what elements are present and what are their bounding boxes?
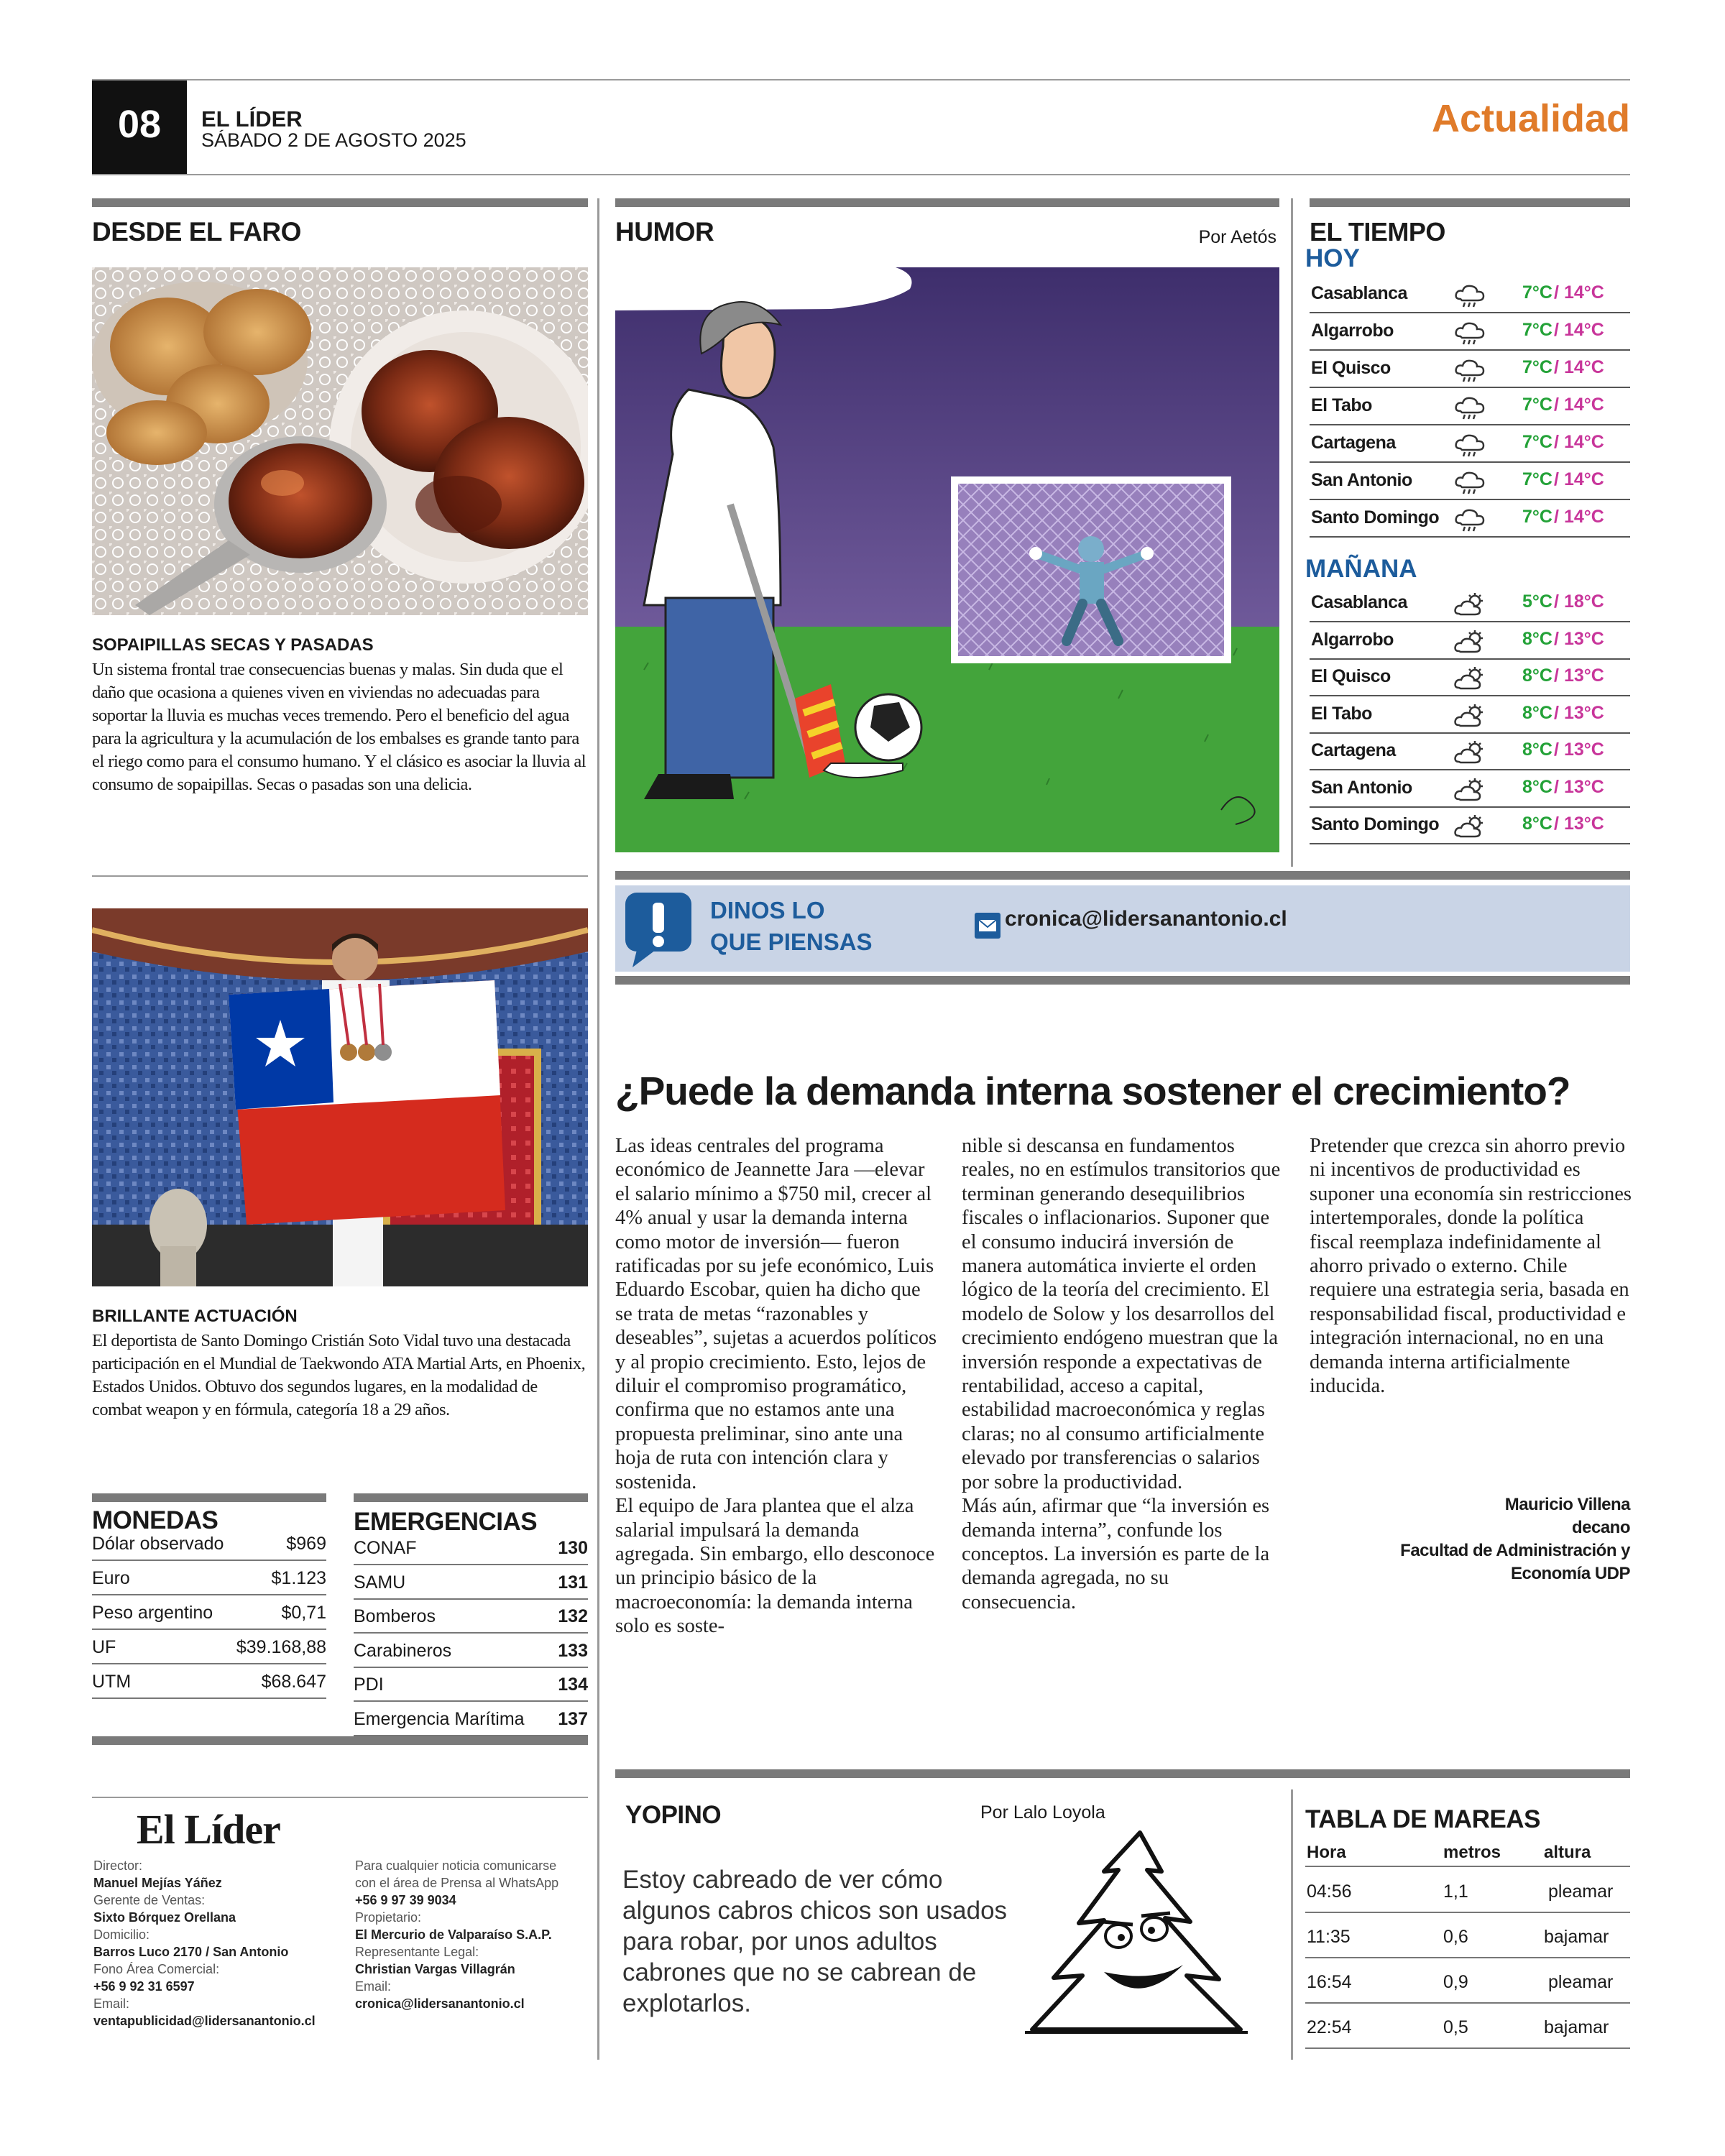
tide-meters: 0,6: [1443, 1927, 1468, 1947]
yopino-text: Estoy cabreado de ver cómo algunos cabros chicos son usados para robar, por unos adultos cabrones que no se cabrean de explotarlos.: [622, 1866, 1008, 2017]
article-author-org2: Economía UDP: [1510, 1564, 1630, 1583]
rain-cloud-icon: [1453, 470, 1486, 496]
tide-type: bajamar: [1544, 2017, 1609, 2037]
masthead-field-value: Christian Vargas Villagrán: [355, 1962, 515, 1976]
email-icon: [975, 913, 1000, 939]
weather-min-temp: 7°C: [1522, 282, 1552, 303]
weather-row: [1310, 466, 1630, 500]
masthead-field-value: +56 9 92 31 6597: [93, 1979, 195, 1994]
weather-row: [1310, 810, 1630, 844]
weather-max-temp: 13°C: [1564, 776, 1604, 797]
article-headline: ¿Puede la demanda interna sostener el crecimiento?: [615, 1069, 1570, 1113]
masthead-field-label: Propietario:: [355, 1910, 422, 1925]
faro-top-bar: [92, 198, 588, 207]
weather-min-temp: 7°C: [1522, 320, 1552, 340]
rain-cloud-icon: [1453, 507, 1486, 533]
column-divider-left: [597, 198, 599, 2060]
weather-separator: /: [1554, 702, 1559, 723]
tiempo-title: EL TIEMPO: [1310, 217, 1445, 247]
masthead-field-label: Director:: [93, 1858, 143, 1873]
weather-separator: /: [1554, 591, 1559, 612]
article-col2-para2: Más aún, afirmar que “la inversión es demanda interna”, confunde los conceptos. La inversión es parte de la demanda agregada, no su consecuencia.: [962, 1495, 1270, 1613]
weather-row: [1310, 588, 1630, 622]
article-col1-para2: El equipo de Jara plantea que el alza salarial impulsará la demanda agregada. Sin embargo, ello desconoce un principio básico de la macroeconomía: la demanda interna solo es soste-: [615, 1495, 935, 1638]
weather-separator: /: [1554, 469, 1559, 489]
weather-separator: /: [1554, 320, 1559, 340]
weather-row: [1310, 662, 1630, 696]
emergency-label: Carabineros: [354, 1640, 452, 1661]
rain-cloud-icon: [1453, 321, 1486, 346]
rain-cloud-icon: [1453, 433, 1486, 459]
emergency-row: [354, 1634, 588, 1668]
weather-row: [1310, 625, 1630, 660]
column-divider-weather: [1291, 198, 1293, 867]
emergency-label: Bomberos: [354, 1606, 436, 1626]
masthead-field-value: ventapublicidad@lidersanantonio.cl: [93, 2014, 316, 2028]
weather-city: Cartagena: [1311, 740, 1396, 760]
rain-cloud-icon: [1453, 283, 1486, 309]
dinos-speech-icon: [622, 890, 694, 969]
faro-bottom-rule: [92, 875, 588, 877]
tide-hour: 04:56: [1307, 1881, 1352, 1902]
mareas-title: TABLA DE MAREAS: [1305, 1805, 1540, 1833]
currency-row: [92, 1526, 326, 1561]
tide-meters: 0,5: [1443, 2017, 1468, 2037]
weather-min-temp: 5°C: [1522, 591, 1552, 612]
masthead-field-label: Domicilio:: [93, 1927, 150, 1942]
weather-separator: /: [1554, 740, 1559, 760]
masthead-whatsapp: +56 9 97 39 9034: [355, 1893, 456, 1907]
masthead-field-value: cronica@lidersanantonio.cl: [355, 1996, 525, 2011]
newspaper-name: EL LÍDER: [201, 106, 303, 132]
weather-max-temp: 13°C: [1564, 740, 1604, 760]
tiempo-top-bar: [1310, 198, 1630, 207]
emergencias-title: EMERGENCIAS: [354, 1508, 538, 1536]
tide-row: [1305, 2004, 1630, 2049]
brillante-caption-title: BRILLANTE ACTUACIÓN: [92, 1307, 298, 1326]
tide-hour: 16:54: [1307, 1972, 1352, 1992]
masthead-top-rule: [92, 1797, 588, 1798]
currency-value: $68.647: [261, 1672, 326, 1692]
weather-city: Casablanca: [1311, 283, 1407, 303]
partly-cloudy-icon: [1453, 778, 1486, 803]
tide-row: [1305, 1914, 1630, 1958]
partly-cloudy-icon: [1453, 630, 1486, 655]
weather-max-temp: 13°C: [1564, 702, 1604, 723]
emergency-number: 132: [558, 1606, 588, 1626]
weather-separator: /: [1554, 432, 1559, 452]
yopino-byline: Por Lalo Loyola: [980, 1802, 1105, 1823]
faro-caption: [92, 635, 588, 796]
weather-min-temp: 8°C: [1522, 776, 1552, 797]
page-number-box: [92, 80, 187, 174]
faro-caption-text: Un sistema frontal trae consecuencias buenas y malas. Sin duda que el daño que ocasiona a quienes viven en viviendas no adecuadas para soportar la lluvia es muchas veces tremendo. Pero el beneficio del agua para la agricultura y la acumulación de los embalses es grande tanto para el riego como para el consumo humano. Y el clásico es asociar la lluvia al consumo de sopaipillas. Secas o pasadas son una delicia.: [92, 660, 586, 794]
tiempo-tomorrow-label: MAÑANA: [1305, 555, 1417, 583]
dinos-bottom-bar: [615, 976, 1630, 985]
emergency-number: 131: [558, 1572, 588, 1593]
header-bottom-rule: [92, 174, 1630, 175]
currency-label: Peso argentino: [92, 1603, 213, 1623]
tide-type: pleamar: [1548, 1972, 1614, 1992]
faro-caption-title: SOPAIPILLAS SECAS Y PASADAS: [92, 635, 374, 655]
emergency-row: [354, 1531, 588, 1565]
masthead-field-value: Sixto Bórquez Orellana: [93, 1910, 236, 1925]
currency-label: Euro: [92, 1568, 130, 1588]
dinos-banner: [615, 885, 1630, 972]
weather-row: [1310, 773, 1630, 808]
weather-separator: /: [1554, 814, 1559, 834]
emergency-row: [354, 1599, 588, 1634]
tide-type: pleamar: [1548, 1881, 1614, 1902]
athlete-flag-photo: [92, 908, 588, 1286]
masthead-field-value: Manuel Mejías Yáñez: [93, 1876, 222, 1890]
weather-min-temp: 7°C: [1522, 507, 1552, 527]
weather-min-temp: 7°C: [1522, 469, 1552, 489]
weather-min-temp: 7°C: [1522, 357, 1552, 377]
weather-city: Santo Domingo: [1311, 814, 1440, 834]
weather-city: El Tabo: [1311, 395, 1372, 415]
weather-min-temp: 7°C: [1522, 395, 1552, 415]
masthead-field-label: Fono Área Comercial:: [93, 1962, 220, 1976]
faro-title: DESDE EL FARO: [92, 217, 301, 247]
emergency-number: 134: [558, 1674, 588, 1695]
emergencias-top-bar: [354, 1493, 588, 1502]
mareas-header-hora: Hora: [1307, 1843, 1346, 1862]
weather-max-temp: 14°C: [1564, 357, 1604, 377]
yopino-top-bar: [615, 1769, 1630, 1778]
currency-label: UF: [92, 1637, 116, 1657]
rain-cloud-icon: [1453, 358, 1486, 384]
header-top-rule: [92, 79, 1630, 80]
currency-row: [92, 1561, 326, 1595]
emergency-label: CONAF: [354, 1538, 417, 1558]
issue-date: SÁBADO 2 DE AGOSTO 2025: [201, 129, 466, 151]
emergency-number: 130: [558, 1538, 588, 1558]
page-number: 08: [117, 103, 162, 146]
emergency-row: [354, 1702, 588, 1736]
weather-max-temp: 13°C: [1564, 628, 1604, 649]
weather-max-temp: 13°C: [1564, 814, 1604, 834]
article-column-3: [1310, 1134, 1633, 1398]
mareas-header-metros: metros: [1443, 1843, 1501, 1862]
weather-separator: /: [1554, 395, 1559, 415]
tide-meters: 0,9: [1443, 1972, 1468, 1992]
dinos-email-link[interactable]: cronica@lidersanantonio.cl: [1005, 907, 1287, 931]
weather-min-temp: 8°C: [1522, 702, 1552, 723]
masthead-logo: El Líder: [137, 1806, 280, 1853]
tide-type: bajamar: [1544, 1927, 1609, 1947]
tables-bottom-bar: [92, 1736, 588, 1745]
sopaipillas-photo: [92, 267, 588, 615]
weather-separator: /: [1554, 665, 1559, 686]
tide-row: [1305, 1869, 1630, 1913]
currency-label: Dólar observado: [92, 1534, 224, 1554]
pine-tree-cartoon: [1011, 1828, 1258, 2044]
weather-row: [1310, 736, 1630, 770]
masthead-left: [93, 1857, 338, 2030]
weather-max-temp: 14°C: [1564, 469, 1604, 489]
tide-row: [1305, 1959, 1630, 2004]
article-author: Mauricio Villena: [1504, 1495, 1630, 1514]
weather-min-temp: 7°C: [1522, 432, 1552, 452]
currency-row: [92, 1630, 326, 1664]
weather-city: El Quisco: [1311, 358, 1391, 378]
article-column-2: [962, 1134, 1285, 1614]
weather-city: El Quisco: [1311, 666, 1391, 686]
weather-city: El Tabo: [1311, 703, 1372, 724]
weather-max-temp: 14°C: [1564, 432, 1604, 452]
emergency-number: 137: [558, 1708, 588, 1729]
masthead-intro-line1: Para cualquier noticia comunicarse: [355, 1858, 557, 1873]
dinos-line2: QUE PIENSAS: [710, 929, 873, 955]
weather-max-temp: 14°C: [1564, 395, 1604, 415]
weather-row: [1310, 354, 1630, 388]
masthead-intro-line2: con el área de Prensa al WhatsApp: [355, 1876, 559, 1890]
monedas-title: MONEDAS: [92, 1506, 218, 1534]
weather-min-temp: 8°C: [1522, 814, 1552, 834]
masthead-right: [355, 1857, 592, 2012]
weather-max-temp: 14°C: [1564, 507, 1604, 527]
article-author-org1: Facultad de Administración y: [1400, 1541, 1630, 1560]
weather-row: [1310, 316, 1630, 351]
weather-row: [1310, 279, 1630, 313]
mareas-header-row: [1305, 1838, 1630, 1867]
weather-row: [1310, 428, 1630, 463]
humor-cartoon: [615, 267, 1279, 852]
weather-min-temp: 8°C: [1522, 665, 1552, 686]
partly-cloudy-icon: [1453, 592, 1486, 618]
masthead-field-label: Email:: [93, 1996, 130, 2011]
brillante-caption-text: El deportista de Santo Domingo Cristián Soto Vidal tuvo una destacada participación en el Mundial de Taekwondo ATA Martial Arts, en Phoenix, Estados Unidos. Obtuvo dos segundos lugares, en la modalidad de combat weapon y en fórmula, categoría 18 a 29 años.: [92, 1331, 586, 1419]
yopino-mareas-divider: [1291, 1789, 1293, 2060]
masthead-field-label: Gerente de Ventas:: [93, 1893, 206, 1907]
weather-city: Casablanca: [1311, 592, 1407, 612]
mareas-header-altura: altura: [1544, 1843, 1591, 1862]
weather-city: San Antonio: [1311, 470, 1412, 490]
weather-city: Algarrobo: [1311, 321, 1394, 341]
weather-row: [1310, 391, 1630, 425]
humor-title: HUMOR: [615, 217, 714, 247]
humor-byline: Por Aetós: [1198, 227, 1276, 247]
currency-label: UTM: [92, 1672, 132, 1692]
emergency-row: [354, 1565, 588, 1600]
article-col3-para1: Pretender que crezca sin ahorro previo ni incentivos de productividad es suponer una economía sin restricciones intertemporales, donde la política fiscal reemplaza indefinidamente al ahorro privado o externo. Chile requiere una estrategia seria, basada en responsabilidad fiscal, productividad e integración internacional, no en una demanda interna artificialmente inducida.: [1310, 1135, 1632, 1398]
article-col2-para1: nible si descansa en fundamentos reales, no en estímulos transitorios que terminan generando desequilibrios fiscales o inflacionarios. Suponer que el consumo inducirá inversión de manera automática invierte el orden lógico de la teoría del crecimiento. El modelo de Solow y los desarrollos del crecimiento endógeno muestran que la inversión responde a expectativas de rentabilidad, acceso a capital, estabilidad macroeconómica y reglas claras; no al consumo artificialmente elevado por transferencias o salarios por sobre la productividad.: [962, 1135, 1281, 1493]
masthead-field-value: El Mercurio de Valparaíso S.A.P.: [355, 1927, 552, 1942]
masthead-field-label: Representante Legal:: [355, 1945, 479, 1959]
weather-max-temp: 18°C: [1564, 591, 1604, 612]
rain-cloud-icon: [1453, 395, 1486, 421]
weather-separator: /: [1554, 282, 1559, 303]
monedas-top-bar: [92, 1493, 326, 1502]
tide-hour: 11:35: [1307, 1927, 1351, 1947]
weather-max-temp: 14°C: [1564, 320, 1604, 340]
currency-value: $0,71: [281, 1603, 326, 1623]
tide-hour: 22:54: [1307, 2017, 1352, 2037]
weather-row: [1310, 503, 1630, 538]
currency-row: [92, 1595, 326, 1630]
tide-meters: 1,1: [1443, 1881, 1468, 1902]
currency-value: $1.123: [271, 1568, 326, 1588]
masthead-field-label: Email:: [355, 1979, 392, 1994]
humor-top-bar: [615, 198, 1279, 207]
dinos-line1: DINOS LO: [710, 897, 825, 923]
weather-city: San Antonio: [1311, 777, 1412, 798]
article-author-block: [1400, 1493, 1630, 1585]
partly-cloudy-icon: [1453, 704, 1486, 729]
currency-value: $969: [286, 1534, 326, 1554]
weather-row: [1310, 699, 1630, 734]
tiempo-today-label: HOY: [1305, 244, 1360, 272]
weather-max-temp: 14°C: [1564, 282, 1604, 303]
weather-separator: /: [1554, 776, 1559, 797]
partly-cloudy-icon: [1453, 814, 1486, 840]
section-name: Actualidad: [1431, 97, 1630, 140]
weather-max-temp: 13°C: [1564, 665, 1604, 686]
weather-city: Santo Domingo: [1311, 507, 1440, 528]
weather-min-temp: 8°C: [1522, 628, 1552, 649]
article-column-1: [615, 1134, 939, 1639]
dinos-top-bar: [615, 871, 1630, 880]
article-author-role: decano: [1571, 1518, 1630, 1537]
partly-cloudy-icon: [1453, 740, 1486, 766]
currency-value: $39.168,88: [236, 1637, 326, 1657]
yopino-title: YOPINO: [625, 1801, 722, 1829]
weather-separator: /: [1554, 357, 1559, 377]
article-col1-para1: Las ideas centrales del programa económico de Jeannette Jara —elevar el salario mínimo a $750 mil, crecer al 4% anual y usar la demanda interna como motor de inversión— fueron ratificadas por su jefe económico, Luis Eduardo Escobar, quien ha dicho que se trata de metas “razonables y deseables”, sujetas a acuerdos políticos y al propio crecimiento. Esto, lejos de diluir el compromiso programático, confirma que no estamos ante una propuesta preliminar, sino ante una hoja de ruta con intención clara y sostenida.: [615, 1135, 937, 1493]
weather-city: Cartagena: [1311, 433, 1396, 453]
masthead-field-value: Barros Luco 2170 / San Antonio: [93, 1945, 289, 1959]
currency-row: [92, 1664, 326, 1699]
emergency-label: PDI: [354, 1674, 384, 1695]
emergency-number: 133: [558, 1640, 588, 1661]
emergency-label: SAMU: [354, 1572, 406, 1593]
emergency-label: Emergencia Marítima: [354, 1708, 525, 1729]
emergency-row: [354, 1667, 588, 1702]
weather-min-temp: 8°C: [1522, 740, 1552, 760]
weather-city: Algarrobo: [1311, 629, 1394, 650]
weather-separator: /: [1554, 628, 1559, 649]
partly-cloudy-icon: [1453, 666, 1486, 692]
brillante-caption: [92, 1307, 588, 1422]
weather-separator: /: [1554, 507, 1559, 527]
